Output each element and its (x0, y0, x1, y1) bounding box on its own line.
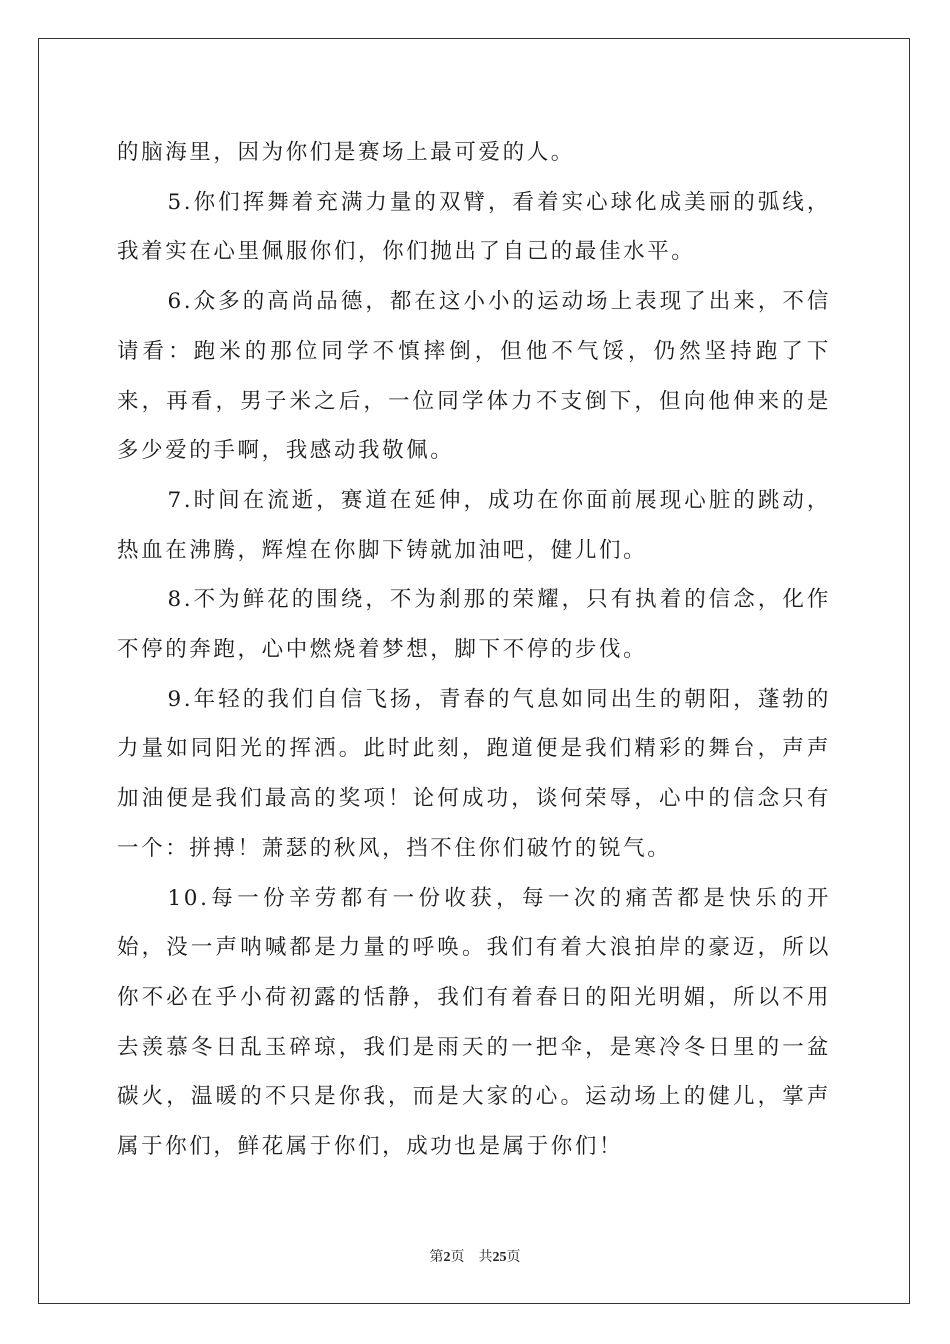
paragraph-item-9: 9.年轻的我们自信飞扬，青春的气息如同出生的朝阳，蓬勃的力量如同阳光的挥洒。此时此刻，跑道便是我们精彩的舞台，声声加油便是我们最高的奖项！论何成功，谈何荣辱，心中的信念只有一个：拼搏！萧瑟的秋风，挡不住你们破竹的锐气。 (117, 686, 831, 861)
document-body (117, 128, 831, 1172)
total-suffix: 页 (506, 1249, 521, 1265)
paragraph-item-7: 7.时间在流逝，赛道在延伸，成功在你面前展现心脏的跳动，热血在沸腾，辉煌在你脚下铸就加油吧，健儿们。 (117, 487, 831, 563)
paragraph-item-6: 6.众多的高尚品德，都在这小小的运动场上表现了出来，不信请看：跑米的那位同学不慎摔倒，但他不气馁，仍然坚持跑了下来，再看，男子米之后，一位同学体力不支倒下，但向他伸来的是多少爱的手啊，我感动我敬佩。 (117, 289, 831, 464)
page-current: 2 (443, 1250, 451, 1265)
total-prefix: 共 (478, 1249, 493, 1265)
paragraph-continuation: 的脑海里，因为你们是赛场上最可爱的人。 (117, 140, 575, 165)
page-prefix: 第 (429, 1249, 444, 1265)
paragraph-item-10: 10.每一份辛劳都有一份收获，每一次的痛苦都是快乐的开始，没一声呐喊都是力量的呼唤。我们有着大浪拍岸的豪迈，所以你不必在乎小荷初露的恬静，我们有着春日的阳光明媚，所以不用去羡慕冬日乱玉碎琼，我们是雨天的一把伞，是寒冷冬日里的一盆碳火，温暖的不只是你我，而是大家的心。运动场上的健儿，掌声属于你们，鲜花属于你们，成功也是属于你们！ (117, 885, 831, 1160)
paragraph-item-8: 8.不为鲜花的围绕，不为刹那的荣耀，只有执着的信念，化作不停的奔跑，心中燃烧着梦想，脚下不停的步伐。 (117, 587, 831, 663)
page-total: 25 (492, 1250, 507, 1265)
paragraph-item-5: 5.你们挥舞着充满力量的双臂，看着实心球化成美丽的弧线，我着实在心里佩服你们，你们抛出了自己的最佳水平。 (117, 189, 831, 265)
page-footer (0, 1248, 950, 1267)
page-suffix: 页 (450, 1249, 465, 1265)
